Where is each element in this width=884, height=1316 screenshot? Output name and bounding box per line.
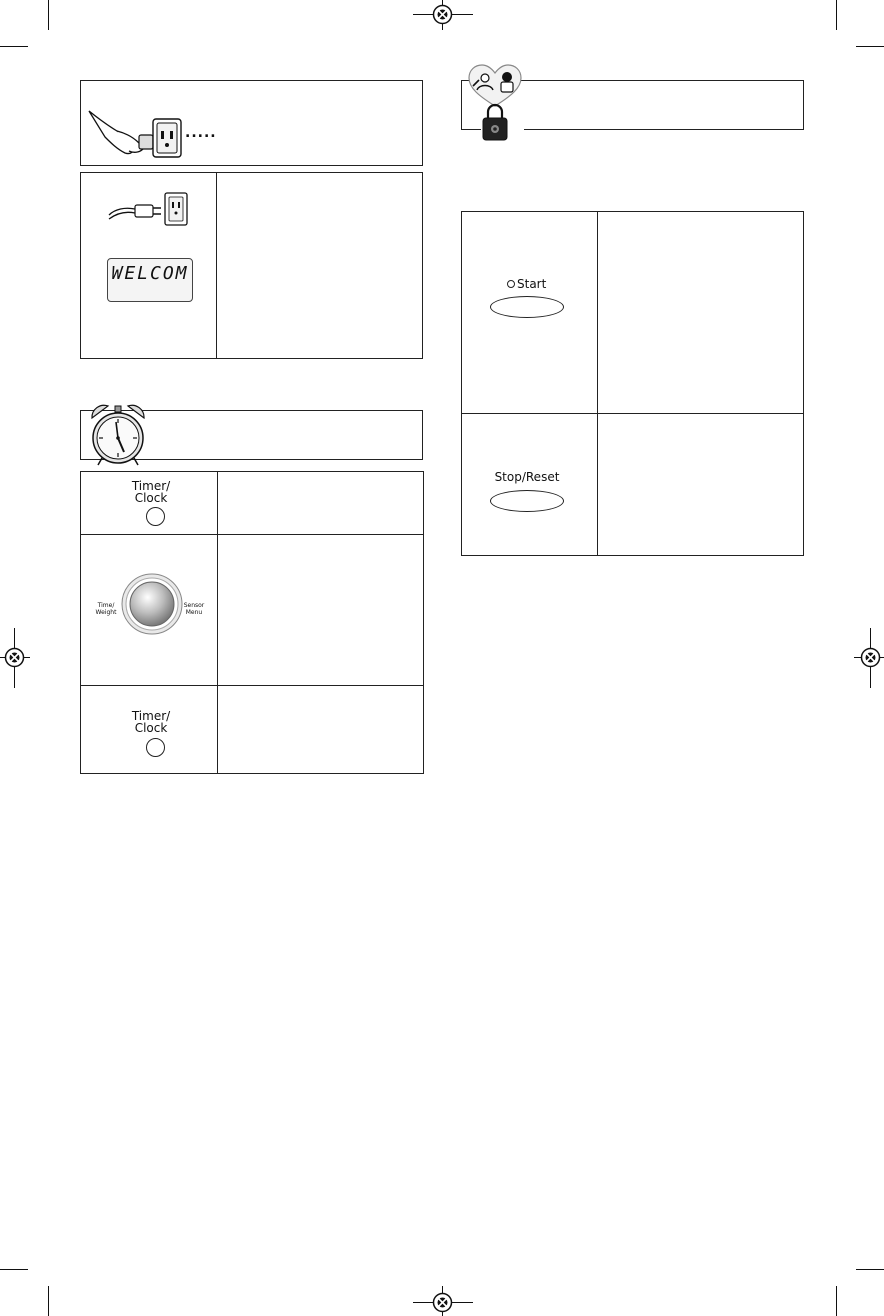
power-dots: ..... [185, 125, 217, 141]
timer-clock-label-2: Timer/ Clock [131, 709, 171, 735]
registration-mark-icon [432, 4, 453, 25]
dial-knob[interactable] [121, 573, 183, 635]
registration-mark-icon [860, 647, 881, 668]
clock-steps-table [80, 471, 424, 774]
stop-reset-button[interactable] [490, 490, 564, 512]
start-label: Start [517, 277, 547, 291]
registration-mark-icon [432, 1292, 453, 1313]
timer-clock-label: Timer/ Clock [131, 479, 171, 505]
plug-outlet-icon [87, 101, 197, 163]
dial-left-label: Time/ Weight [95, 602, 117, 616]
welcome-row-box [80, 172, 423, 359]
dial-right-label: Sensor Menu [183, 602, 205, 616]
timer-clock-button[interactable] [146, 507, 165, 526]
padlock-icon [465, 62, 525, 144]
alarm-clock-icon [86, 402, 150, 468]
welcome-display [107, 258, 193, 302]
plug-outlet-icon [107, 191, 191, 227]
start-button[interactable] [490, 296, 564, 318]
timer-clock-button-2[interactable] [146, 738, 165, 757]
registration-mark-icon [4, 647, 25, 668]
welcome-display-text: WELCOM [111, 263, 189, 284]
power-header-box [80, 80, 423, 166]
lock-steps-table [461, 211, 804, 556]
stop-reset-label: Stop/Reset [494, 470, 560, 484]
start-indicator-icon [507, 280, 515, 288]
